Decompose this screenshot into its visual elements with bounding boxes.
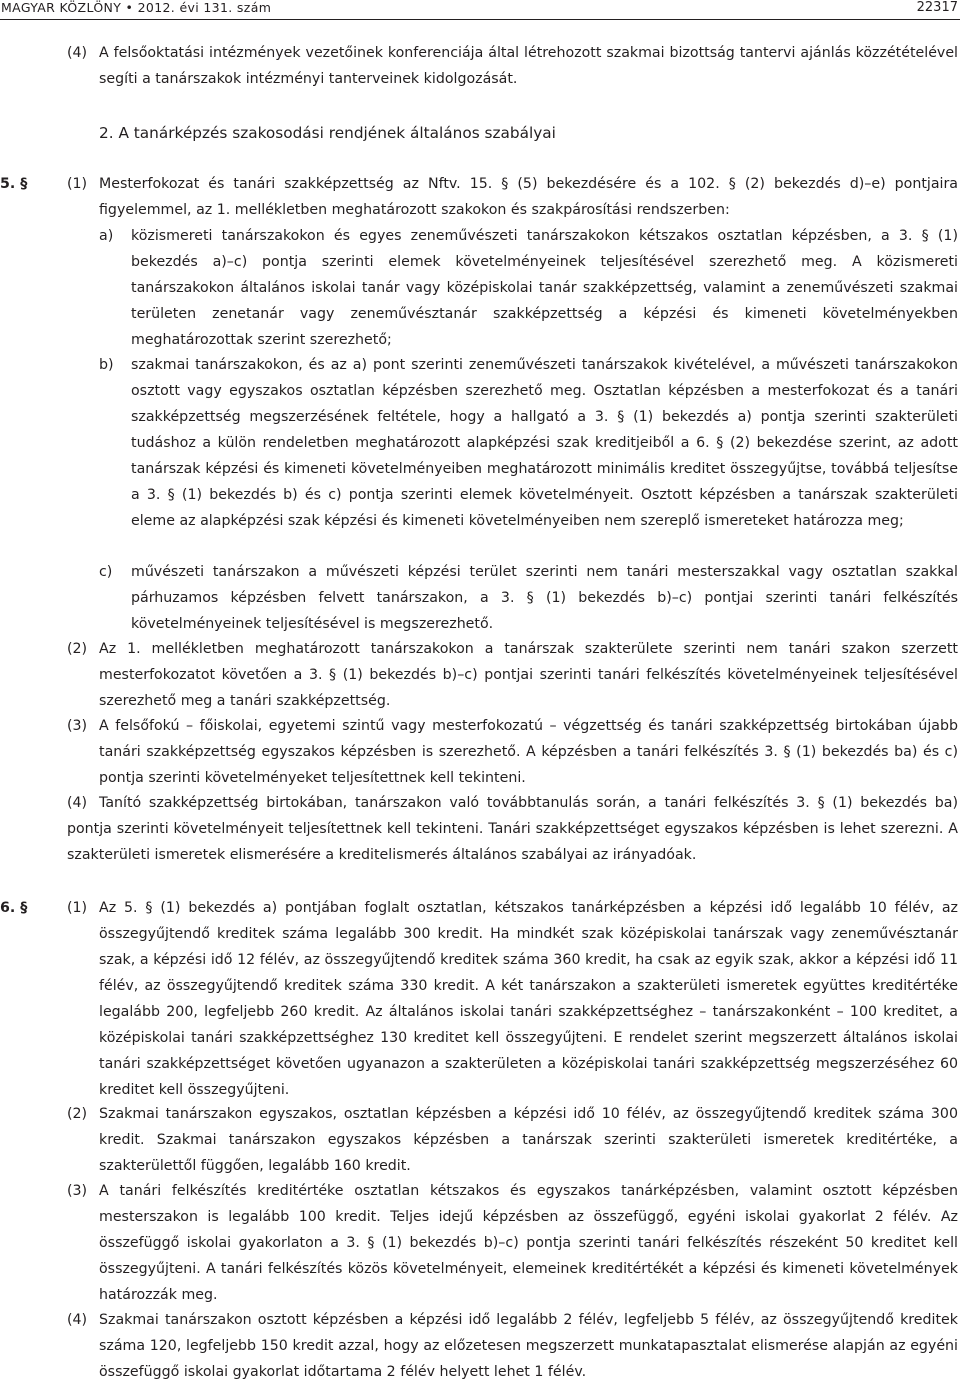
paragraph-number: (4) bbox=[67, 1312, 88, 1328]
paragraph-text: Tanító szakképzettség birtokában, tanárszakon való továbbtanulás során, a tanári felkészítés 3. § (1) bekezdés ba) pontja szerinti követelményeit teljesítettnek kell tekinteni. Tanári szakképzettséget egyszakos képzésben is lehet szerezni. A szakterületi ismeretek elismerésére a kreditelismerés általános szabályai az irányadóak. bbox=[67, 795, 958, 863]
page-header bbox=[0, 0, 960, 20]
paragraph-text: Szakmai tanárszakon osztott képzésben a képzési idő legalább 2 félév, legfeljebb 5 félév, az összegyűjtendő kreditek száma 120, legfeljebb 150 kredit azzal, hogy az előzetesen megszerzett munkatapasztalat elismerése alapján az egyéni összefüggő iskolai gyakorlat időtartama 2 félév helyett lehet 1 félév. bbox=[99, 1312, 958, 1380]
paragraph-number: (4) bbox=[67, 45, 88, 61]
paragraph-number: (2) bbox=[67, 1106, 88, 1122]
point-letter: c) bbox=[99, 564, 113, 580]
paragraph-text: Az 1. mellékletben meghatározott tanárszakokon a tanárszak szakterülete szerinti nem tanári szakon szerzett mesterfokozatot követően a 3. § (1) bekezdés b)–c) pontjai szerinti tanári felkészítés követelményeinek teljesítésével szerezhető meg a tanári szakképzettség. bbox=[99, 641, 958, 709]
journal-title: MAGYAR KÖZLÖNY • 2012. évi 131. szám bbox=[1, 0, 272, 15]
section-label: 6. § bbox=[0, 900, 28, 916]
page-number: 22317 bbox=[916, 0, 958, 15]
point-text: közismereti tanárszakokon és egyes zeneművészeti tanárszakokon kétszakos osztatlan képzésben, a 3. § (1) bekezdés a)–c) pontja szerinti elemek követelményeinek teljesítésével szerezhető meg. A közismereti tanárszakokon általános iskolai tanár vagy középiskolai tanár szakképzettség, valamint a zeneművészeti szakmai területen zenetanár vagy zeneművésztanár szakképzettség a képzési és kimeneti követelményekben meghatározottak szerint szerezhető; bbox=[131, 228, 958, 348]
paragraph-text: Az 5. § (1) bekezdés a) pontjában foglalt osztatlan, kétszakos tanárképzésben a képzési idő legalább 10 félév, az összegyűjtendő kreditek száma legalább 300 kredit. Ha mindkét szak középiskolai tanárszak vagy zeneművésztanár szak, a képzési idő 12 félév, az összegyűjtendő kreditek száma 360 kredit, ha csak az egyik szak, akkor a képzési idő 11 félév, az összegyűjtendő kreditek száma 330 kredit. A két tanárszakon a szakterületi ismeretek együttes kreditértéke legalább 200, legfeljebb 260 kredit. Az általános iskolai tanári szakképzettséghez – tanárszakonként – 100 kreditet, a középiskolai tanári szakképzettséghez 130 kreditet kell összegyűjteni. E rendelet szerint megszerzett általános iskolai tanári szakképzettséget követően ugyanazon a szakterületen a középiskolai tanári szakképzettség megszerzéséhez 60 kreditet kell összegyűjteni. bbox=[99, 900, 958, 1098]
point-letter: a) bbox=[99, 228, 114, 244]
paragraph-number: (2) bbox=[67, 641, 88, 657]
paragraph-text: Szakmai tanárszakon egyszakos, osztatlan képzésben a képzési idő 10 félév, az összegyűjtendő kreditek száma 300 kredit. Szakmai tanárszakon egyszakos képzésben a tanárszak szerinti szakterületi ismeretek kreditértéke, a szakterülettől függően, legalább 160 kredit. bbox=[99, 1106, 958, 1174]
paragraph-number: (4) bbox=[67, 795, 88, 811]
paragraph-number: (1) bbox=[67, 900, 88, 916]
section-title: 2. A tanárképzés szakosodási rendjének általános szabályai bbox=[99, 124, 556, 142]
paragraph-text: Mesterfokozat és tanári szakképzettség az Nftv. 15. § (5) bekezdésére és a 102. § (2) bekezdés d)–e) pontjaira figyelemmel, az 1. mellékletben meghatározott szakokon és szakpárosítási rendszerben: bbox=[99, 176, 958, 218]
paragraph-text: A felsőfokú – főiskolai, egyetemi szintű vagy mesterfokozatú – végzettség és tanári szakképzettség birtokában újabb tanári szakképzettség egyszakos képzésben is szerezhető. A képzésben a tanári felkészítés 3. § (1) bekezdés ba) és c) pontja szerinti követelményeket teljesítettnek kell tekinteni. bbox=[99, 718, 958, 786]
section-label: 5. § bbox=[0, 176, 28, 192]
point-text: művészeti tanárszakon a művészeti képzési terület szerinti nem tanári mesterszakkal vagy osztatlan szakkal párhuzamos képzésben felvett tanárszakon, a 3. § (1) bekezdés b)–c) pontjai szerinti tanári felkészítés követelményeinek teljesítésével is megszerezhető. bbox=[131, 564, 958, 632]
paragraph-number: (3) bbox=[67, 718, 88, 734]
paragraph-number: (3) bbox=[67, 1183, 88, 1199]
paragraph-text: A tanári felkészítés kreditértéke osztatlan kétszakos és egyszakos tanárképzésben, valamint osztott képzésben mesterszakon is legalább 100 kredit. Teljes idejű képzésben az összefüggő, egyéni iskolai gyakorlat 2 félév. Az összefüggő iskolai gyakorlaton a 3. § (1) bekezdés b)–c) pontja szerinti tanári felkészítés részeként 50 kreditet kell összegyűjteni. A tanári felkészítés közös követelményeit, elemeinek kreditértékét a képzési és kimeneti követelmények határozzák meg. bbox=[99, 1183, 958, 1303]
point-letter: b) bbox=[99, 357, 114, 373]
paragraph-number: (1) bbox=[67, 176, 88, 192]
paragraph-text: A felsőoktatási intézmények vezetőinek konferenciája által létrehozott szakmai bizottság tantervi ajánlás közzétételével segíti a tanárszakok intézményi tanterveinek kidolgozását. bbox=[99, 45, 958, 87]
point-text: szakmai tanárszakokon, és az a) pont szerinti zeneművészeti tanárszakok kivételével, a művészeti tanárszakokon osztott vagy egyszakos osztatlan képzésben szerezhető meg. Osztatlan képzésben a mesterfokozat és a tanári szakképzettség megszerzésének feltétele, hogy a hallgató a 3. § (1) bekezdés a) pontja szerinti szakterületi tudáshoz a külön rendeletben meghatározott alapképzési szak kreditjeiből a 6. § (2) bekezdése szerint, az adott tanárszak képzési és kimeneti követelményeiben meghatározott minimális kreditet összegyűjtse, továbbá teljesítse a 3. § (1) bekezdés b) és c) pontja szerinti elemek követelményeit. Osztott képzésben a tanárszak szakterületi eleme az alapképzési szak képzési és kimeneti követelményeiben nem szereplő ismereteket határozza meg; bbox=[131, 357, 958, 529]
